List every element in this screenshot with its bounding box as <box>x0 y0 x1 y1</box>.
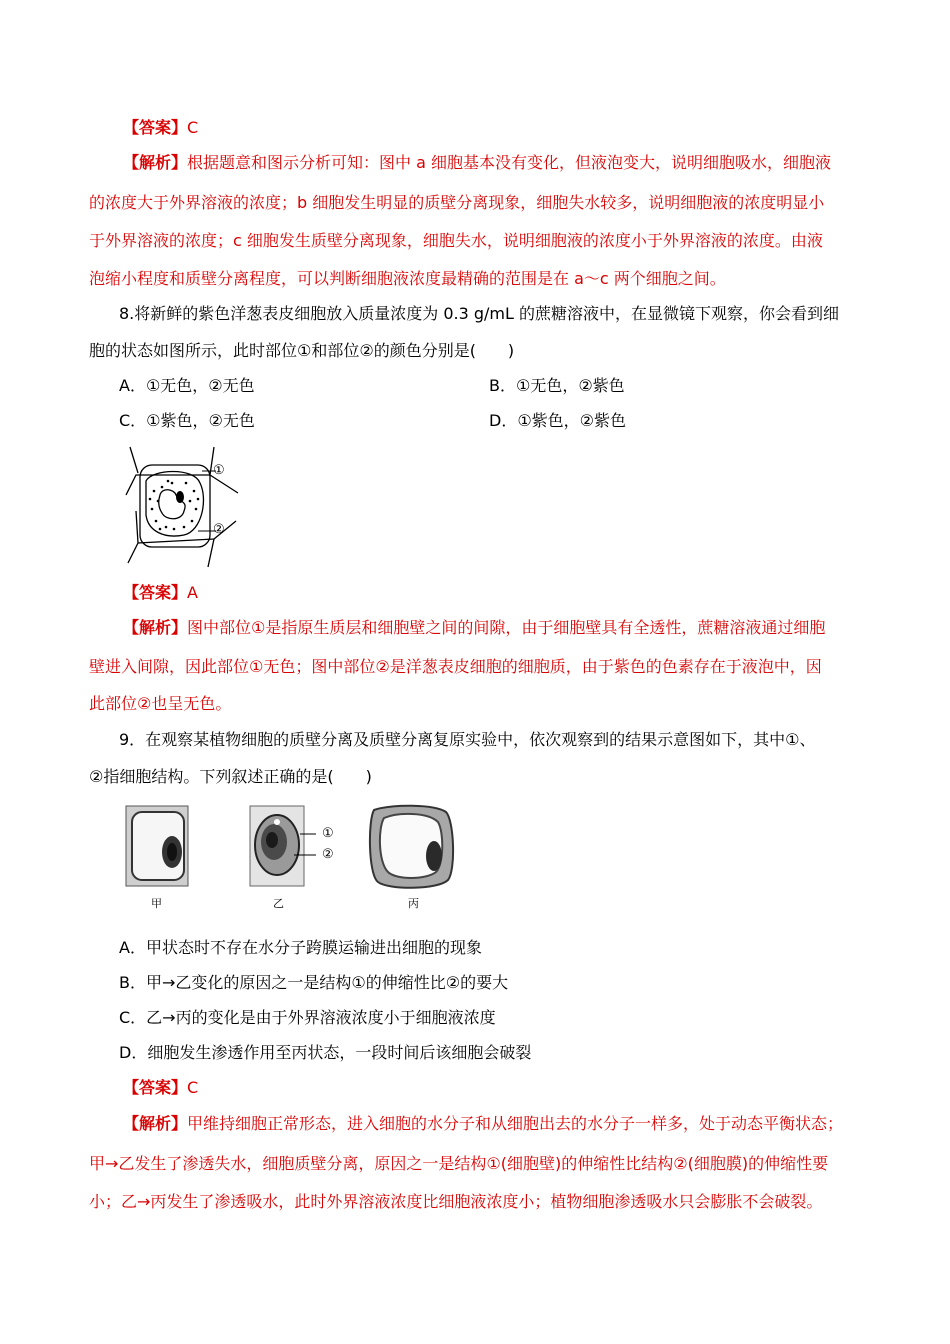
caption-jia: 甲 <box>151 897 162 910</box>
analysis-text: 的浓度大于外界溶液的浓度；b 细胞发生明显的质壁分离现象，细胞失水较多，说明细胞液的浓度明显小 <box>89 193 825 212</box>
answer-value: C <box>187 1078 199 1097</box>
analysis-text: 壁进入间隙，因此部位①无色；图中部位②是洋葱表皮细胞的细胞质，由于紫色的色素存在于液泡中，因 <box>89 657 822 676</box>
question-text: 8.将新鲜的紫色洋葱表皮细胞放入质量浓度为 0.3 g/mL 的蔗糖溶液中，在显微镜下观察，你会看到细 <box>119 304 840 323</box>
label-1: ① <box>213 463 225 478</box>
option-d: D．①紫色，②紫色 <box>489 411 627 430</box>
analysis-text: 于外界溶液的浓度；c 细胞发生质壁分离现象，细胞失水，说明细胞液的浓度小于外界溶液的浓度。由液 <box>89 231 823 250</box>
caption-yi: 乙 <box>273 897 284 910</box>
analysis-text: 泡缩小程度和质壁分离程度，可以判断细胞液浓度最精确的范围是在 a～c 两个细胞之间。 <box>89 269 726 288</box>
question-text: 胞的状态如图所示，此时部位①和部位②的颜色分别是( ) <box>89 341 515 360</box>
analysis-text: 根据题意和图示分析可知：图中 a 细胞基本没有变化，但液泡变大，说明细胞吸水，细胞液 <box>187 153 831 172</box>
answer-tag: 【答案】 <box>123 118 188 137</box>
label-2: ② <box>322 847 334 862</box>
analysis-text: 图中部位①是指原生质层和细胞壁之间的间隙，由于细胞壁具有全透性，蔗糖溶液通过细胞 <box>187 618 826 637</box>
analysis-tag: 【解析】 <box>123 153 188 172</box>
analysis-tag: 【解析】 <box>123 618 188 637</box>
option-b: B．①无色，②紫色 <box>489 376 625 395</box>
analysis-line <box>123 1114 843 1134</box>
analysis-line <box>123 618 825 638</box>
option-c: C．乙→丙的变化是由于外界溶液浓度小于细胞液浓度 <box>119 1008 496 1027</box>
caption-bing: 丙 <box>408 897 419 910</box>
answer-line <box>123 118 198 138</box>
analysis-tag: 【解析】 <box>123 1114 188 1133</box>
cell-jia <box>126 806 188 886</box>
label-1: ① <box>322 826 334 841</box>
answer-value: C <box>187 118 199 137</box>
answer-line <box>123 1078 198 1098</box>
analysis-text: 小；乙→丙发生了渗透吸水，此时外界溶液浓度比细胞液浓度小；植物细胞渗透吸水只会膨胀不会破裂。 <box>89 1192 823 1211</box>
cell-series-figure <box>122 800 482 892</box>
option-a: A．①无色，②无色 <box>119 376 255 395</box>
answer-tag: 【答案】 <box>123 583 188 602</box>
analysis-text: 甲维持细胞正常形态，进入细胞的水分子和从细胞出去的水分子一样多，处于动态平衡状态； <box>187 1114 844 1133</box>
cell-bing <box>370 806 453 888</box>
label-2: ② <box>213 522 225 537</box>
analysis-text: 甲→乙发生了渗透失水，细胞质壁分离，原因之一是结构①(细胞壁)的伸缩性比结构②(细胞膜)的伸缩性要 <box>89 1154 829 1173</box>
analysis-text: 此部位②也呈无色。 <box>89 694 232 713</box>
cell-yi <box>250 806 316 886</box>
question-text: ②指细胞结构。下列叙述正确的是( ) <box>89 767 372 786</box>
option-c: C．①紫色，②无色 <box>119 411 255 430</box>
analysis-line <box>123 153 831 173</box>
answer-tag: 【答案】 <box>123 1078 188 1097</box>
question-text: 9．在观察某植物细胞的质壁分离及质壁分离复原实验中，依次观察到的结果示意图如下，其中①、 <box>119 730 816 749</box>
option-a: A．甲状态时不存在水分子跨膜运输进出细胞的现象 <box>119 938 482 957</box>
option-b: B．甲→乙变化的原因之一是结构①的伸缩性比②的要大 <box>119 973 509 992</box>
answer-line <box>123 583 198 603</box>
answer-value: A <box>187 583 198 602</box>
option-d: D．细胞发生渗透作用至丙状态，一段时间后该细胞会破裂 <box>119 1043 532 1062</box>
